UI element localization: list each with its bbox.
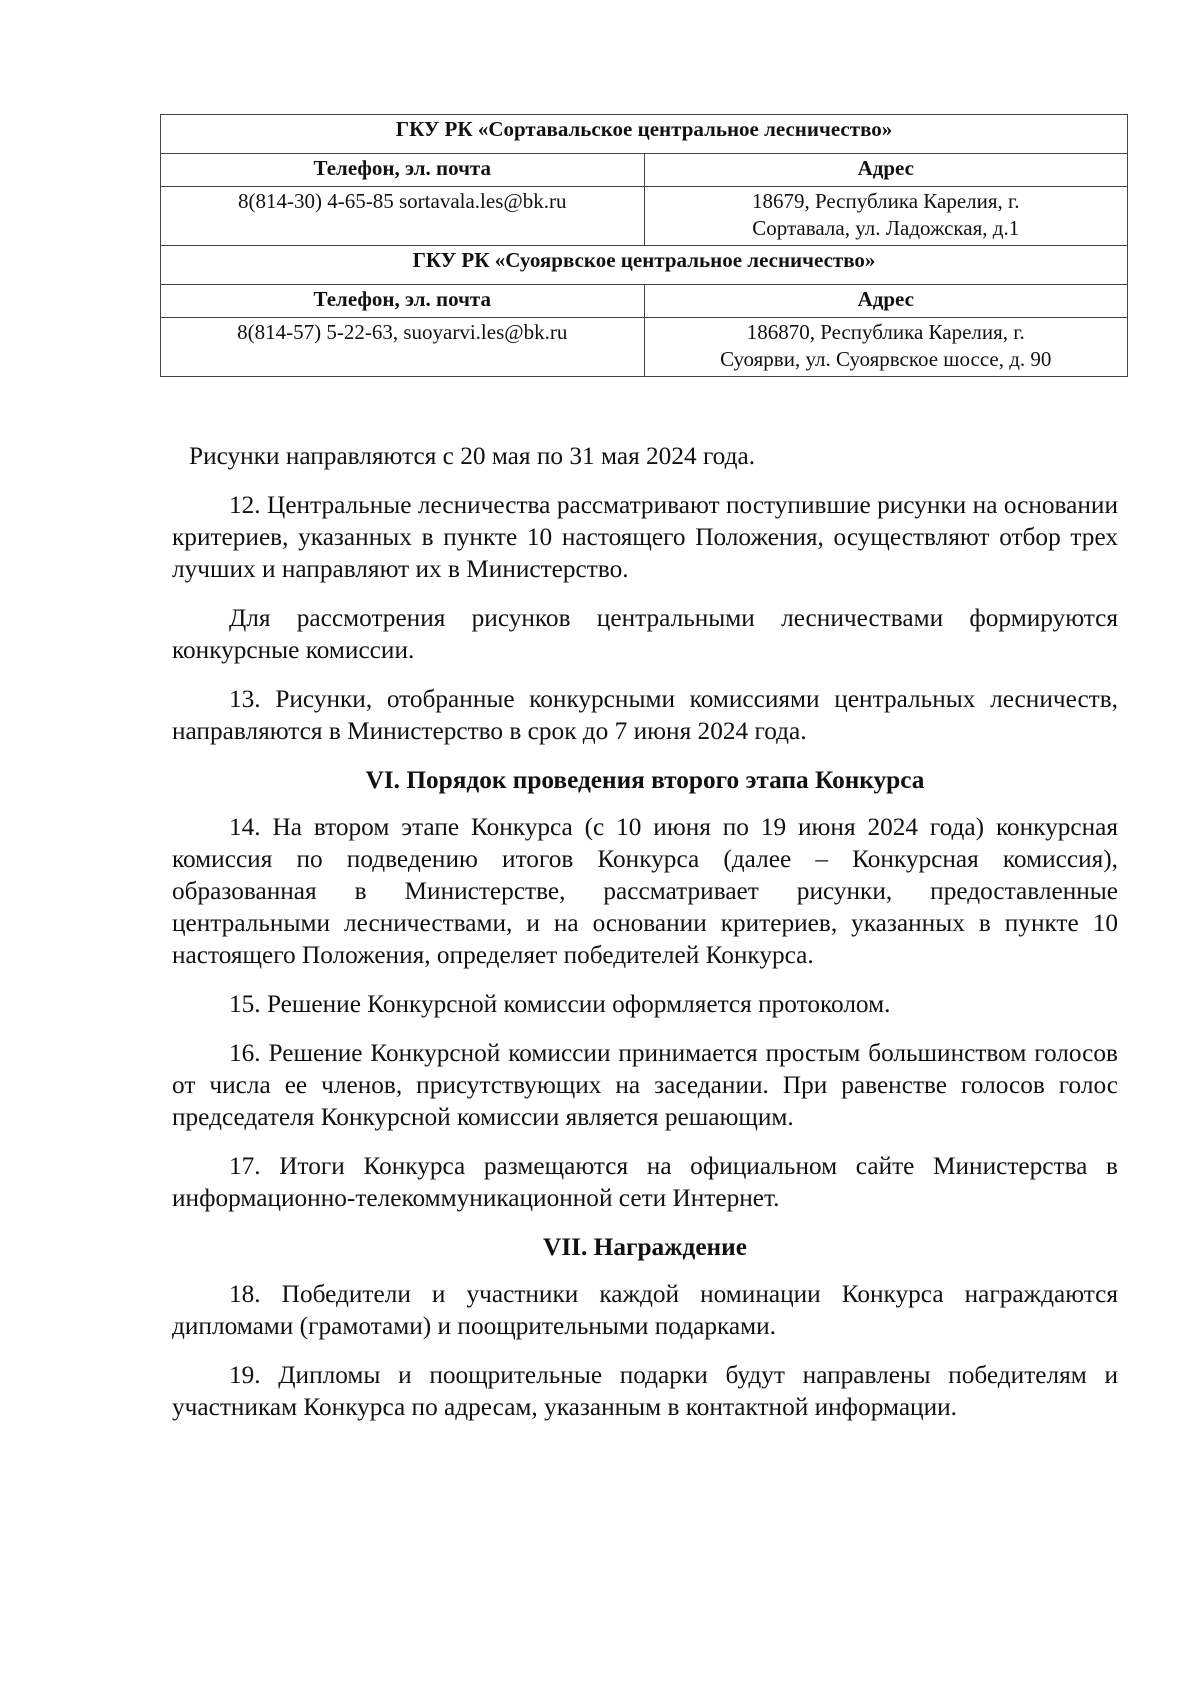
org2-column-headers: [161, 285, 1128, 318]
org1-address-line1: 18679, Республика Карелия, г.: [751, 189, 1020, 213]
org2-address: [644, 318, 1128, 377]
org1-address-header: Адрес: [644, 154, 1128, 187]
org2-address-header: Адрес: [644, 285, 1128, 318]
org2-contact: 8(814-57) 5-22-63, suoyarvi.les@bk.ru: [161, 318, 645, 377]
org2-data-row: [161, 318, 1128, 377]
org2-contact-header: Телефон, эл. почта: [161, 285, 645, 318]
paragraph-15: 15. Решение Конкурсной комиссии оформляется протоколом.: [229, 990, 891, 1018]
org1-data-row: [161, 187, 1128, 246]
section-7-heading: VII. Награждение: [543, 1233, 747, 1261]
paragraph-16: 16. Решение Конкурсной комиссии принимается простым большинством голосов от числа ее членов, присутствующих на заседании. При равенстве голосов голос председателя Конкурсной комиссии является решающим.: [172, 1039, 1118, 1131]
paragraph-17: 17. Итоги Конкурса размещаются на официальном сайте Министерства в информационно-телекоммуникационной сети Интернет.: [172, 1152, 1118, 1212]
org2-header-row: [161, 246, 1128, 285]
org1-contact: 8(814-30) 4-65-85 sortavala.les@bk.ru: [161, 187, 645, 246]
paragraph-14: 14. На втором этапе Конкурса (с 10 июня по 19 июня 2024 года) конкурсная комиссия по подведению итогов Конкурса (далее – Конкурсная комиссия), образованная в Министерстве, рассматривает рисунки, предоставленные центральными лесничествами, и на основании критериев, указанных в пункте 10 настоящего Положения, определяет победителей Конкурса.: [172, 813, 1118, 969]
paragraph-19: 19. Дипломы и поощрительные подарки будут направлены победителям и участникам Конкурса по адресам, указанным в контактной информации.: [172, 1361, 1118, 1421]
org2-name: ГКУ РК «Суоярвское центральное лесничество»: [161, 246, 1128, 285]
org1-address: [644, 187, 1128, 246]
org1-name: ГКУ РК «Сортавальское центральное лесничество»: [161, 115, 1128, 154]
paragraph-13: 13. Рисунки, отобранные конкурсными комиссиями центральных лесничеств, направляются в Министерство в срок до 7 июня 2024 года.: [172, 685, 1118, 745]
org1-address-line2: Сортавала, ул. Ладожская, д.1: [752, 216, 1020, 240]
org2-address-line2: Суоярви, ул. Суоярвское шоссе, д. 90: [720, 347, 1052, 371]
paragraph-12: 12. Центральные лесничества рассматривают поступившие рисунки на основании критериев, указанных в пункте 10 настоящего Положения, осуществляют отбор трех лучших и направляют их в Министерство.: [172, 491, 1118, 583]
org1-contact-header: Телефон, эл. почта: [161, 154, 645, 187]
paragraph-18: 18. Победители и участники каждой номинации Конкурса награждаются дипломами (грамотами) и поощрительными подарками.: [172, 1280, 1118, 1340]
document-body: [172, 440, 1118, 1440]
paragraph-12-commissions: Для рассмотрения рисунков центральными лесничествами формируются конкурсные комиссии.: [172, 604, 1118, 664]
deadline-paragraph: Рисунки направляются с 20 мая по 31 мая 2024 года.: [189, 442, 756, 470]
org2-address-line1: 186870, Республика Карелия, г.: [746, 320, 1025, 344]
org1-header-row: [161, 115, 1128, 154]
forestry-contacts-table: [160, 114, 1128, 377]
org1-column-headers: [161, 154, 1128, 187]
section-6-heading: VI. Порядок проведения второго этапа Конкурса: [365, 766, 925, 794]
